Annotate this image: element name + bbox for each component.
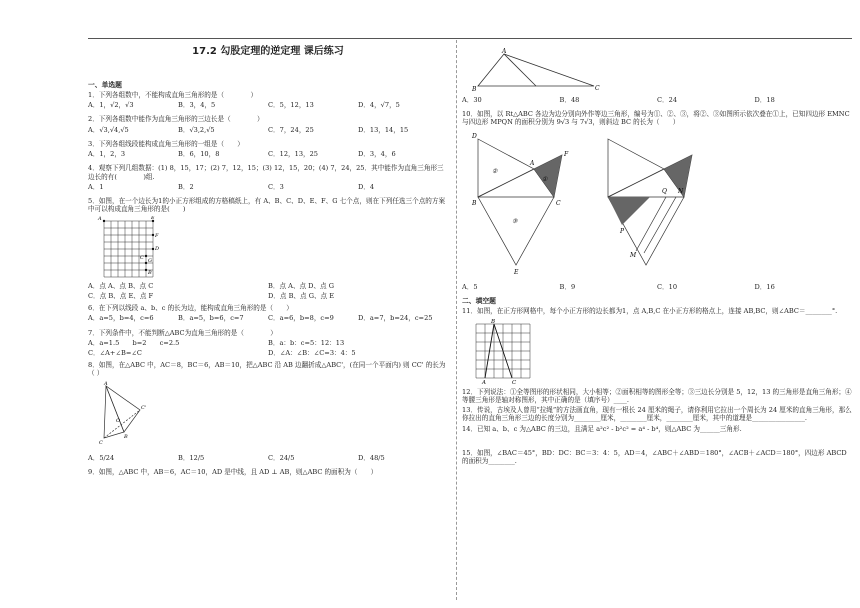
q1-option-a[interactable]: A．1，√2，√3	[88, 101, 134, 110]
q5-grid-figure	[96, 216, 166, 278]
q3-option-b[interactable]: B．6，10，8	[178, 150, 220, 159]
question-13: 13．传说，古埃及人曾用“拉绳”的方法画直角，现有一根长 24 厘米的绳子，请你利用它拉出一个周长为 24 厘米的直角三角形，那么你拉出的直角三角形三边的长度分别为________厘米，________厘米，________厘米，其中的道理是________________.	[462, 406, 852, 423]
q8-label-a: A	[104, 380, 108, 387]
q5-options	[88, 282, 448, 300]
q3-options	[88, 150, 448, 158]
q8-label-c-prime: C'	[141, 404, 147, 411]
q5-label-c: C	[140, 254, 144, 261]
q5-option-a[interactable]: A．点 A、点 B、点 C	[88, 281, 154, 290]
right-column	[462, 46, 852, 466]
q6-option-b[interactable]: B．a=5，b=6，c=7	[178, 314, 244, 323]
q10-label-circle1: ①	[542, 175, 548, 183]
q6-options	[88, 314, 448, 322]
q11-label-b: B	[491, 318, 496, 325]
q2-option-c[interactable]: C．7，24，25	[268, 125, 314, 134]
q8-option-a[interactable]: A．5/24	[88, 453, 115, 462]
q2-option-a[interactable]: A．√3,√4,√5	[88, 125, 129, 134]
question-9: 9．如图，△ABC 中，AB＝6，AC＝10，AD 是中线，且 AD ⊥ AB，则△ABC 的面积为（ ）	[88, 467, 378, 476]
question-11: 11．如图，在正方形网格中，每个小正方形的边长都为1，点 A,B,C 在小正方形的格点上，连接 AB,BC，则∠ABC＝________°.	[462, 307, 838, 316]
page-title: 17.2 勾股定理的逆定理 课后练习	[192, 46, 344, 57]
q9-options	[462, 96, 852, 104]
q10-label-d: D	[472, 132, 477, 140]
q10-label-m: M	[630, 251, 637, 259]
q6-option-c[interactable]: C．a=6，b=8，c=9	[268, 314, 334, 323]
q10-option-b[interactable]: B．9	[559, 282, 576, 291]
q10-label-circle3: ③	[512, 217, 518, 225]
q9-label-c: C	[595, 85, 600, 92]
section-single-choice: 一、单选题	[88, 80, 122, 89]
q10-label-n: N	[678, 187, 684, 195]
question-3: 3．下列各组线段能构成直角三角形的一组是（ ）	[88, 139, 244, 148]
q2-option-b[interactable]: B．√3,2,√5	[178, 125, 215, 134]
q5-label-d: D	[155, 245, 160, 252]
q5-label-e: E	[151, 215, 155, 221]
q5-option-d[interactable]: D．点 B、点 G、点 E	[268, 291, 335, 300]
question-10: 10．如图，以 Rt△ABC 各边为边分别向外作等边三角形，编号为①、②、③，将②、③如图所示依次叠在①上，已知四边形 EMNC 与四边形 MPQN 的面积分别为 9√3 与 7√3，则斜边 BC 的长为（ ）	[462, 110, 850, 127]
q10-label-p: P	[620, 227, 625, 235]
q5-label-g: G	[148, 257, 152, 264]
question-7: 7．下列条件中，不能判断△ABC为直角三角形的是（ ）	[88, 328, 277, 337]
q4-option-d[interactable]: D．4	[358, 182, 375, 191]
question-15: 15．如图，∠BAC＝45°，BD：DC：BC＝3：4：5，AD＝4，∠ABC＋∠ABD＝180°，∠ACB＋∠ACD＝180°，四边形 ABCD 的面积为________.	[462, 448, 847, 466]
q1-options	[88, 101, 448, 109]
q5-label-f: F	[155, 232, 159, 239]
q9-option-d[interactable]: D．18	[754, 96, 775, 104]
question-2: 2．下列各组数中能作为直角三角形的三边长是（ ）	[88, 115, 264, 124]
q10-options	[462, 283, 852, 291]
q10-option-d[interactable]: D．16	[754, 282, 775, 291]
q10-label-a: A	[530, 159, 535, 167]
q1-option-b[interactable]: B．3，4，5	[178, 101, 216, 110]
q5-option-b[interactable]: B．点 A、点 D、点 G	[268, 281, 335, 290]
q3-option-d[interactable]: D．3，4，6	[358, 150, 396, 159]
question-8: 8．如图，在△ABC 中，AC＝8，BC＝6，AB＝10，把△ABC 沿 AB 边翻折成△ABC'，(在同一个平面内) 则 CC' 的长为（ ）	[88, 361, 446, 378]
q9-triangle-figure	[470, 48, 600, 92]
header-rule	[88, 38, 852, 39]
q7-option-a[interactable]: A．a=1.5 b=2 c=2.5	[88, 338, 180, 347]
q4-option-a[interactable]: A．1	[88, 182, 104, 191]
question-1: 1．下列各组数中，不能构成直角三角形的是（ ）	[88, 90, 258, 99]
q10-label-q: Q	[662, 187, 667, 195]
q8-option-d[interactable]: D．48/5	[358, 453, 385, 462]
q7-option-c[interactable]: C．∠A+∠B=∠C	[88, 348, 142, 357]
q11-label-a: A	[482, 379, 486, 384]
q11-label-c: C	[512, 379, 517, 384]
q11-grid-figure	[470, 318, 540, 384]
q4-options	[88, 183, 448, 191]
question-4: 4．观察下列几组数据：(1) 8，15，17；(2) 7，12，15；(3) 12，15，20；(4) 7，24，25．其中能作为直角三角形三边长的有( )组.	[88, 164, 444, 181]
q9-option-a[interactable]: A．30	[462, 96, 482, 104]
column-divider	[456, 40, 457, 600]
q1-option-d[interactable]: D．4，√7，5	[358, 101, 400, 110]
q10-option-c[interactable]: C．10	[657, 282, 678, 291]
q3-option-c[interactable]: C．12，13，25	[268, 150, 318, 159]
q2-option-d[interactable]: D．13，14，15	[358, 125, 409, 134]
question-14: 14．已知 a、b、c 为△ABC 的三边，且满足 a²c² - b²c² = a⁴ - b⁴，则△ABC 为______三角形.	[462, 424, 742, 433]
q10-label-circle2: ②	[492, 167, 498, 175]
q8-label-c: C	[99, 439, 103, 446]
q8-option-b[interactable]: B．12/5	[178, 453, 205, 462]
q5-label-a: A	[98, 215, 102, 222]
q10-equilateral-figure	[470, 129, 770, 279]
q4-option-c[interactable]: C．3	[268, 182, 284, 191]
q10-option-a[interactable]: A．5	[462, 282, 478, 291]
q9-option-b[interactable]: B．48	[559, 96, 580, 104]
q2-options	[88, 126, 448, 134]
q10-label-e: E	[514, 268, 519, 276]
q8-options	[88, 454, 448, 462]
q4-option-b[interactable]: B．2	[178, 182, 194, 191]
q5-option-c[interactable]: C．点 B、点 E、点 F	[88, 291, 154, 300]
q5-label-b: B	[148, 269, 152, 276]
q10-label-c: C	[556, 199, 561, 207]
left-column	[88, 46, 448, 477]
q1-option-c[interactable]: C．5，12，13	[268, 101, 314, 110]
question-12: 12．下列说法：①全等图形的形状相同，大小相等；②面积相等的图形全等；③三边长分别是 5，12，13 的三角形是直角三角形；④等腰三角形是轴对称图形，其中正确的是（填序号）____.	[462, 387, 852, 404]
section-fill-blank: 二、填空题	[462, 296, 496, 305]
q10-label-b: B	[472, 199, 477, 207]
q6-option-d[interactable]: D．a=7，b=24，c=25	[358, 314, 433, 323]
q8-option-c[interactable]: C．24/5	[268, 453, 295, 462]
q7-options	[88, 339, 448, 357]
q8-label-b: B	[124, 433, 128, 440]
q8-fold-figure	[96, 380, 156, 450]
q6-option-a[interactable]: A．a=5，b=4，c=6	[88, 314, 154, 323]
q10-label-f: F	[564, 150, 569, 158]
q7-option-d[interactable]: D．∠A：∠B：∠C=3：4：5	[268, 348, 356, 357]
q3-option-a[interactable]: A．1，2，3	[88, 150, 126, 159]
q8-label-o: O	[116, 417, 121, 424]
question-6: 6．在下列以线段 a、b、c 的长为边，能构成直角三角形的是（ ）	[88, 304, 293, 313]
q9-option-c[interactable]: C．24	[657, 96, 678, 104]
question-5: 5．如图，在一个边长为1的小正方形组成的方格稿纸上，有 A、B、C、D、E、F、G 七个点，则在下列任选三个点的方案中可以构成直角三角形的是( )	[88, 197, 446, 214]
q7-option-b[interactable]: B．a：b：c=5：12：13	[268, 338, 345, 347]
q9-label-b: B	[472, 86, 477, 92]
q9-label-a: A	[502, 48, 507, 55]
